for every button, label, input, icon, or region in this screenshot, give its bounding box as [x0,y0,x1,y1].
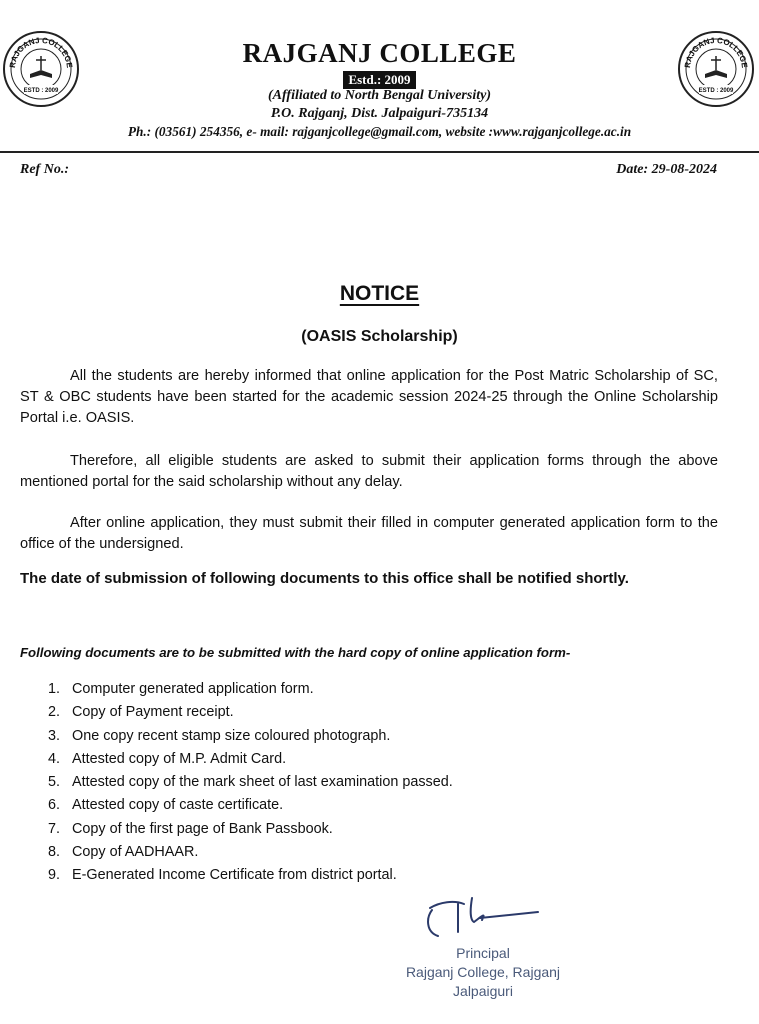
list-item [48,748,453,771]
documents-list [48,678,453,888]
list-item-number: 4. [48,750,61,767]
list-item-text: Copy of AADHAAR. [72,844,199,861]
list-item-text: Attested copy of M.P. Admit Card. [72,750,287,767]
list-item-number: 8. [48,844,61,861]
contact-line: Ph.: (03561) 254356, e- mail: rajganjcollege@gmail.com, website :www.rajganjcollege.ac.in [127,124,632,139]
notice-title: NOTICE [339,282,420,305]
paragraph-1: All the students are hereby informed that online application for the Post Matric Scholarship of SC, ST & OBC students have been started for the academic session 2024-25 through the Online Scholarship Portal i.e. OASIS. [20,368,718,426]
address: P.O. Rajganj, Dist. Jalpaiguri-735134 [270,106,489,121]
list-item [48,701,453,724]
list-item [48,678,453,701]
list-item-text: Attested copy of the mark sheet of last examination passed. [72,774,453,791]
signatory-place: Jalpaiguri [453,983,513,999]
list-item [48,771,453,794]
estd-badge: Estd.: 2009 [343,71,415,89]
svg-text:ESTD : 2009: ESTD : 2009 [23,88,59,94]
list-item-number: 6. [48,797,61,814]
list-item-text: Copy of Payment receipt. [72,704,234,721]
list-item-number: 1. [48,681,61,697]
list-item-text: Attested copy of caste certificate. [72,797,284,814]
list-item-number: 3. [48,727,61,744]
list-item-text: Copy of the first page of Bank Passbook. [72,820,333,837]
svg-text:RAJGANJ COLLEGE: RAJGANJ COLLEGE [682,35,750,69]
list-item [48,841,453,864]
signatory-org: Rajganj College, Rajganj [405,964,561,980]
documents-list-heading: Following documents are to be submitted with the hard copy of online application form- [20,645,571,660]
principal-signature [420,890,550,950]
estd-badge-wrap [0,69,759,89]
list-item-text: Computer generated application form. [72,681,314,697]
list-item-text: E-Generated Income Certificate from district portal. [72,867,397,884]
list-item [48,818,453,841]
header-divider [0,151,759,153]
svg-text:ESTD : 2009: ESTD : 2009 [698,88,734,94]
college-name: RAJGANJ COLLEGE [242,38,517,68]
signatory-title: Principal [456,945,510,961]
notice-subtitle: (OASIS Scholarship) [301,328,458,345]
paragraph-2: Therefore, all eligible students are asked to submit their application forms through the above mentioned portal for the said scholarship without any delay. [20,453,718,490]
list-item-number: 5. [48,774,61,791]
affiliation: (Affiliated to North Bengal University) [268,88,491,103]
list-item-number: 7. [48,820,61,837]
notice-date: Date: 29-08-2024 [616,162,717,177]
ref-number: Ref No.: [20,162,69,177]
svg-text:RAJGANJ COLLEGE: RAJGANJ COLLEGE [7,35,75,69]
list-item-number: 9. [48,867,61,884]
notice-title-wrap [0,282,759,306]
submission-date-note: The date of submission of following documents to this office shall be notified shortly. [20,570,629,587]
signatory-block [398,944,568,1001]
list-item [48,864,453,887]
list-item-number: 2. [48,704,61,721]
list-item [48,794,453,817]
list-item-text: One copy recent stamp size coloured photograph. [72,727,391,744]
paragraph-3: After online application, they must submit their filled in computer generated application form to the office of the undersigned. [20,515,718,552]
list-item [48,725,453,748]
